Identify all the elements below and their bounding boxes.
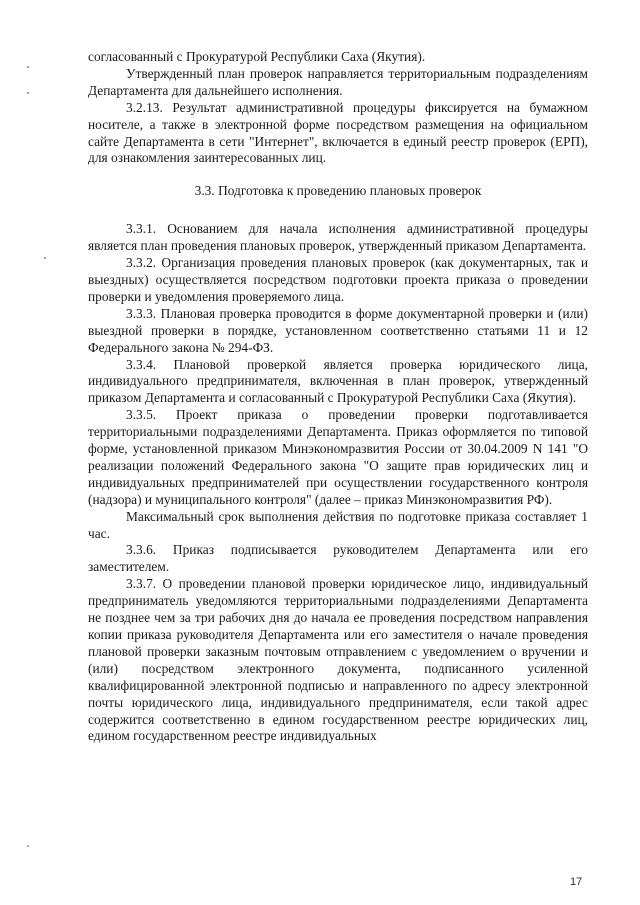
paragraph-plan-approved: Утвержденный план проверок направляется территориальным подразделениям Департамента для дальнейшего исполнения.: [88, 65, 588, 98]
margin-mark: [27, 66, 29, 68]
margin-mark: [27, 845, 29, 847]
section-heading: 3.3. Подготовка к проведению плановых проверок: [194, 183, 482, 199]
paragraph-3-3-2: 3.3.2. Организация проведения плановых проверок (как документарных, так и выездных) осуществляется посредством подготовки проекта приказа о проведении проверки и уведомления проверяемого лица.: [88, 255, 588, 304]
paragraph-3-3-5: 3.3.5. Проект приказа о проведении проверки подготавливается территориальными подразделениями Департамента. Приказ оформляется по типовой форме, установленной приказом Минэкономразвития России от 30.04.2009 N 141 "О реализации положений Федерального закона "О защите прав юридических лиц и индивидуальных предпринимателей при осуществлении государственного контроля (надзора) и муниципального контроля" (далее – приказ Минэкономразвития РФ).: [88, 407, 588, 507]
margin-mark: [44, 257, 46, 259]
paragraph-max-time: Максимальный срок выполнения действия по подготовке приказа составляет 1 час.: [88, 508, 588, 541]
paragraph-3-3-1: 3.3.1. Основанием для начала исполнения административной процедуры является план проведения плановых проверок, утвержденный приказом Департамента.: [88, 221, 588, 254]
paragraph-3-3-6: 3.3.6. Приказ подписывается руководителем Департамента или его заместителем.: [88, 542, 588, 575]
page-number: 17: [570, 876, 583, 888]
paragraph-3-3-4: 3.3.4. Плановой проверкой является проверка юридического лица, индивидуального предпринимателя, включенная в план проверок, утвержденный приказом Департамента и согласованный с Прокуратурой Республики Саха (Якутия).: [88, 356, 588, 406]
paragraph-3-3-7: 3.3.7. О проведении плановой проверки юридическое лицо, индивидуальный предприниматель уведомляются территориальными подразделениями Департамента не позднее чем за три рабочих дня до начала ее проведения посредством направления копии приказа руководителя Департамента или его заместителя о начале проведения плановой проверки заказным почтовым отправлением с уведомлением о вручении и (или) посредством электронного документа, подписанного усиленной квалифицированной электронной подписью и направленного по адресу электронной почты юридического лица, индивидуального предпринимателя, если такой адрес содержится соответственно в едином государственном реестре юридических лиц, едином государственном реестре индивидуальных: [88, 576, 588, 744]
margin-mark: [27, 92, 29, 94]
paragraph-continuation: согласованный с Прокуратурой Республики Саха (Якутия).: [88, 49, 426, 64]
paragraph-3-3-3: 3.3.3. Плановая проверка проводится в форме документарной проверки и (или) выездной проверки в порядке, установленном соответственно статьями 11 и 12 Федерального закона № 294-ФЗ.: [88, 305, 588, 355]
document-page: [88, 49, 588, 745]
paragraph-3-2-13: 3.2.13. Результат административной процедуры фиксируется на бумажном носителе, а также в электронной форме посредством размещения на официальном сайте Департамента в сети "Интернет", включается в единый реестр проверок (ЕРП), для ознакомления заинтересованных лиц.: [88, 99, 588, 166]
